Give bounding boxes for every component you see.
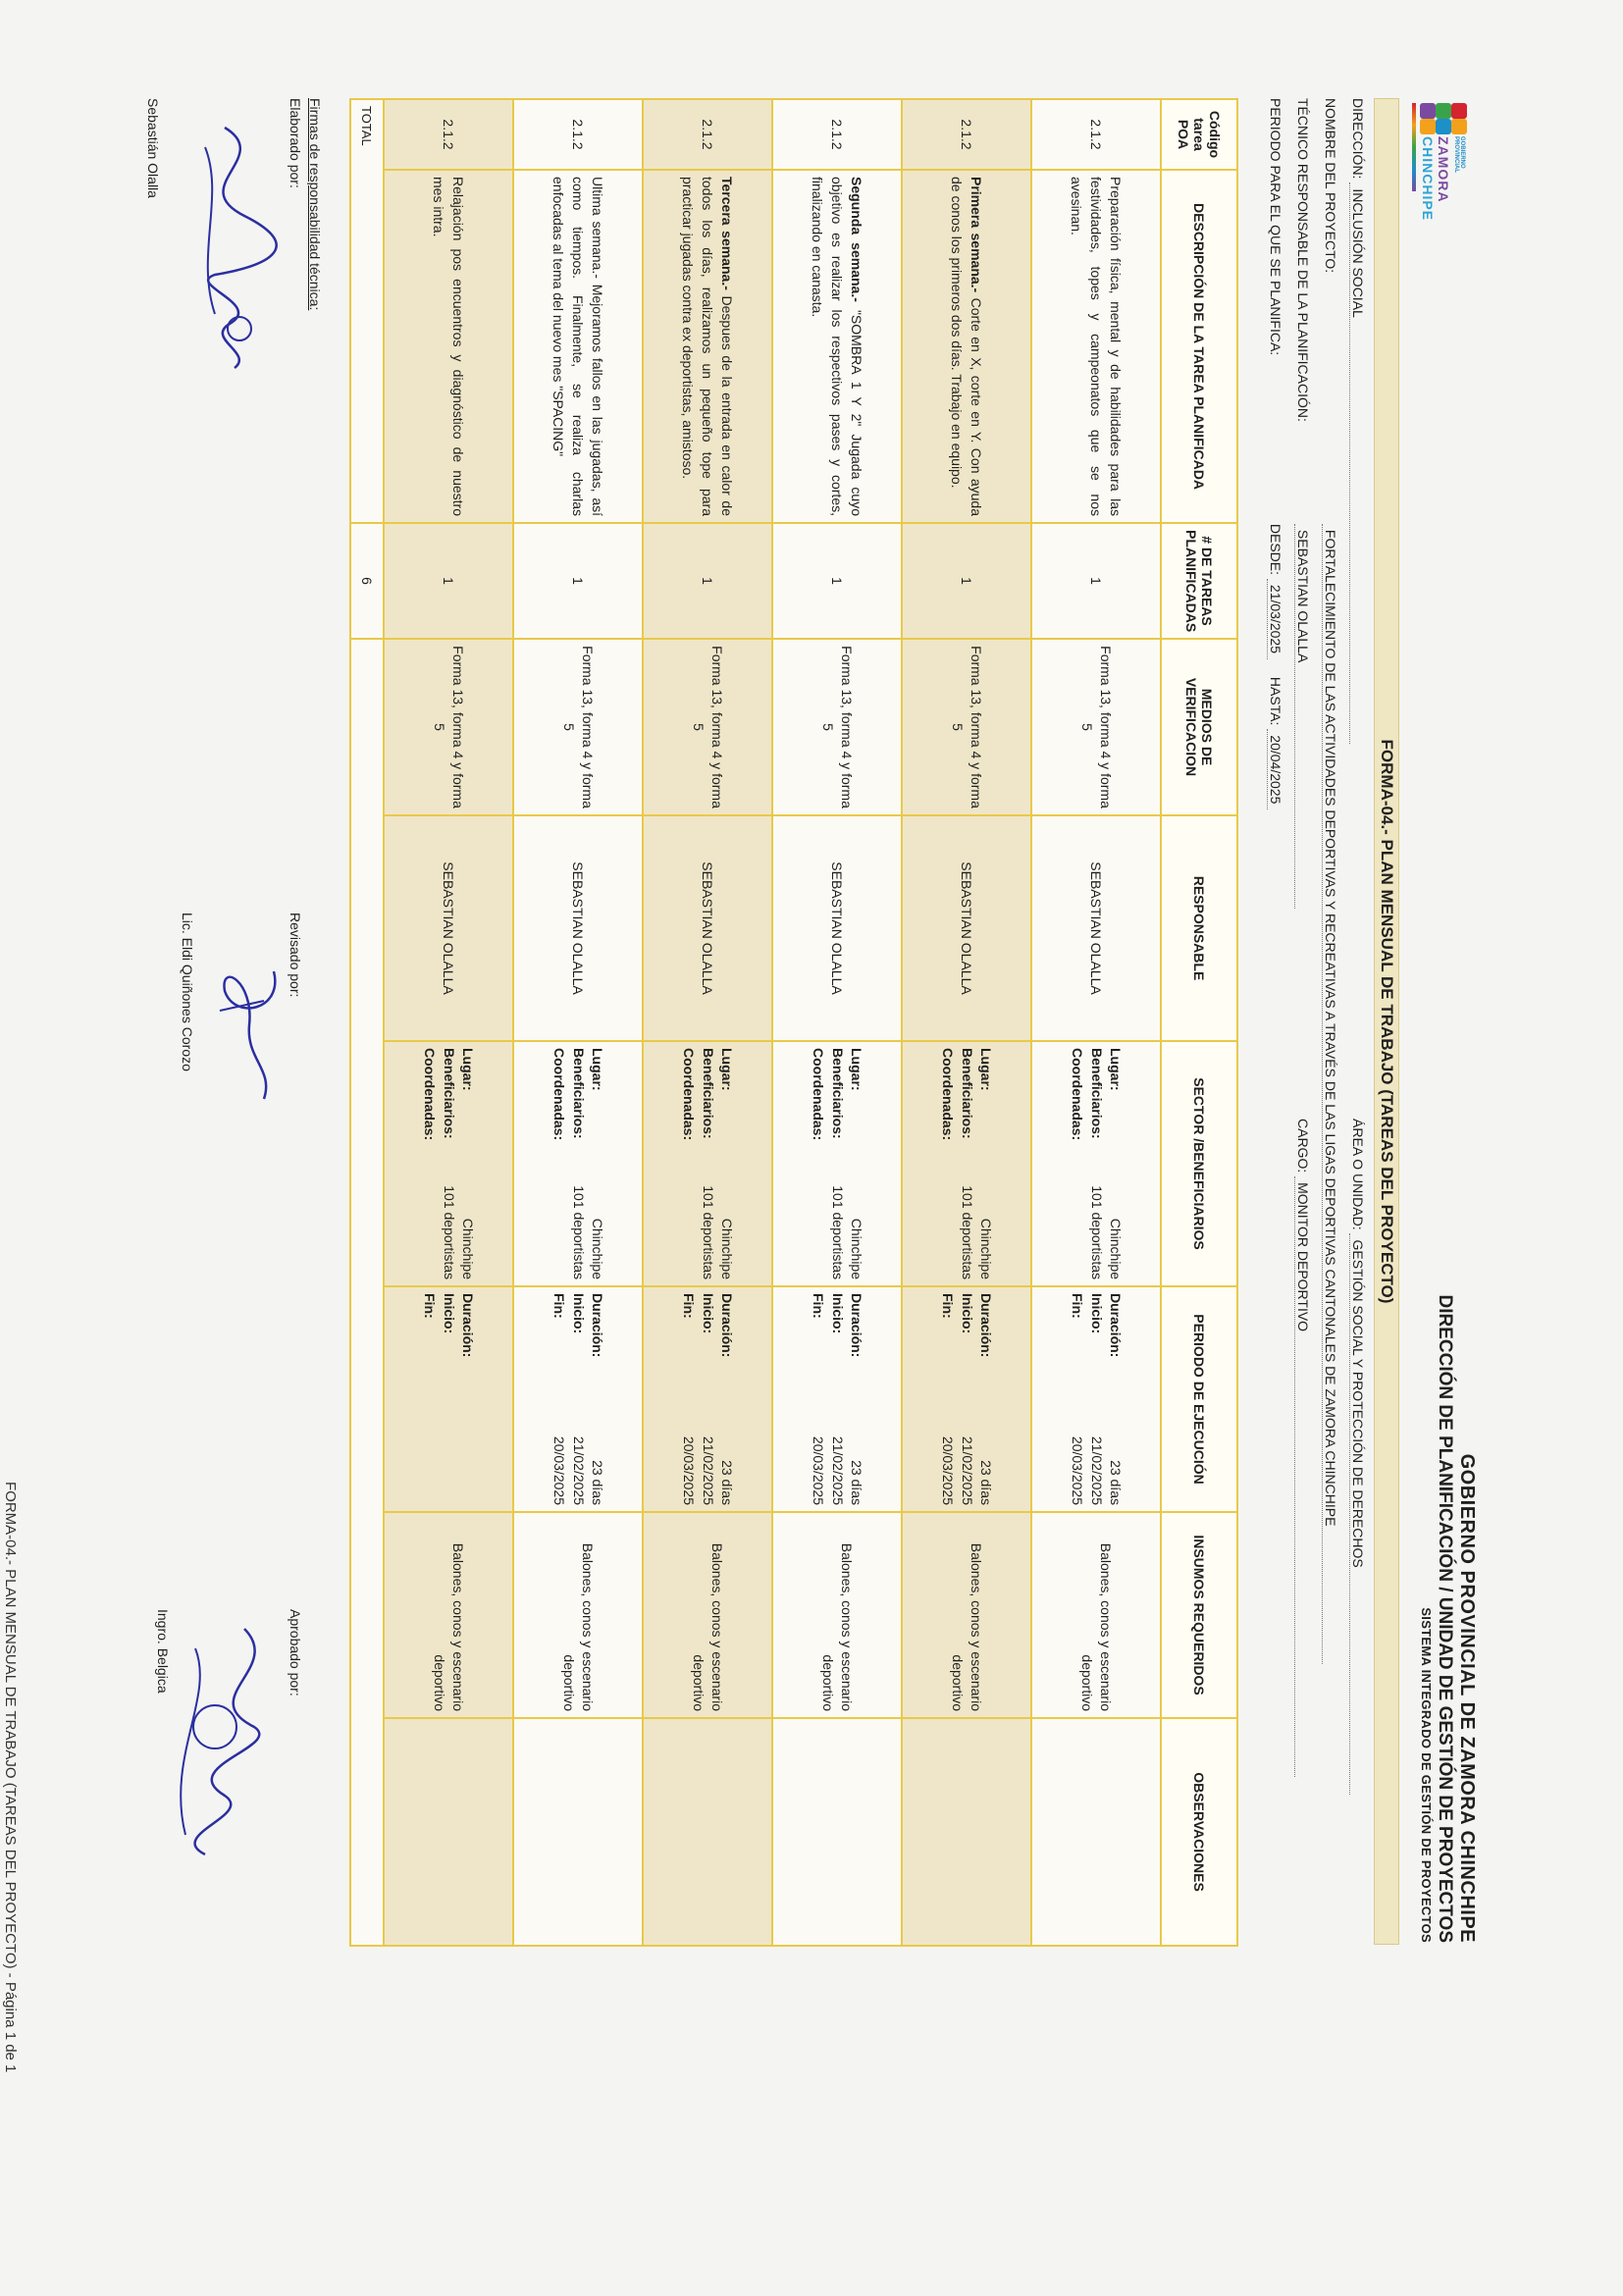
aprobado-name: Ingro. Belgica	[155, 1609, 171, 1694]
task-code: 2.1.2	[643, 99, 772, 170]
coordenadas-label: Coordenadas:	[811, 1048, 827, 1141]
fin-label: Fin:	[1070, 1293, 1086, 1319]
beneficiarios-label: Beneficiarios:	[441, 1048, 457, 1139]
task-description	[1031, 170, 1161, 523]
task-code: 2.1.2	[1031, 99, 1161, 170]
duracion-label: Duración:	[978, 1293, 995, 1358]
duracion-value: 23 días	[719, 1460, 736, 1505]
task-insumos: Balones, conos y escenario deportivo	[1031, 1512, 1161, 1718]
duracion-label: Duración:	[719, 1293, 736, 1358]
cargo-field: CARGO: MONITOR DEPORTIVO	[1294, 1119, 1311, 1777]
task-responsable: SEBASTIAN OLALLA	[643, 815, 772, 1041]
proyecto-value: FORTALECIMIENTO DE LAS ACTIVIDADES DEPORTIVAS Y RECREATIVAS A TRAVÉS DE LAS LIGAS DEPORTIVAS CANTONALES DE ZAMORA CHINCHIPE	[1322, 524, 1338, 1664]
task-description-text: Corte en X, corte en Y. Con ayuda de conos los primeros dos días. Trabajo en equipo.	[949, 177, 985, 517]
beneficiarios-label: Beneficiarios:	[1088, 1048, 1105, 1139]
cargo-value: MONITOR DEPORTIVO	[1294, 1176, 1311, 1777]
gpzch-logo	[1410, 103, 1471, 222]
lugar-label: Lugar:	[590, 1048, 606, 1091]
duracion-value: 23 días	[978, 1460, 995, 1505]
inicio-label: Inicio:	[1088, 1293, 1105, 1334]
task-responsable: SEBASTIAN OLALLA	[513, 815, 643, 1041]
inicio-value: 21/02/2025	[1088, 1435, 1105, 1505]
task-insumos: Balones, conos y escenario deportivo	[384, 1512, 513, 1718]
logo-text-2: ZAMORA	[1436, 136, 1451, 203]
task-periodo	[772, 1286, 902, 1512]
inicio-value: 21/02/2025	[829, 1435, 846, 1505]
task-count: 1	[902, 523, 1031, 639]
task-observaciones	[384, 1718, 513, 1946]
task-insumos: Balones, conos y escenario deportivo	[513, 1512, 643, 1718]
task-description-lead: Primera semana.-	[969, 177, 985, 293]
inicio-label: Inicio:	[441, 1293, 457, 1334]
tecnico-field: TÉCNICO RESPONSABLE DE LA PLANIFICACIÓN: SEBASTIAN OLALLA	[1294, 98, 1311, 909]
task-observaciones	[1031, 1718, 1161, 1946]
task-description-lead: Segunda semana.-	[849, 177, 865, 302]
task-periodo	[1031, 1286, 1161, 1512]
beneficiarios-value: 101 deportistas	[700, 1185, 716, 1279]
inicio-label: Inicio:	[829, 1293, 846, 1334]
lugar-label: Lugar:	[849, 1048, 865, 1091]
inicio-label: Inicio:	[959, 1293, 975, 1334]
task-sector	[513, 1041, 643, 1286]
task-sector	[1031, 1041, 1161, 1286]
gov-name: GOBIERNO PROVINCIAL DE ZAMORA CHINCHIPE	[1456, 1453, 1478, 1943]
task-description-lead: Tercera semana.-	[719, 177, 736, 290]
task-responsable: SEBASTIAN OLALLA	[1031, 815, 1161, 1041]
fin-value: 20/03/2025	[940, 1435, 957, 1505]
task-responsable: SEBASTIAN OLALLA	[772, 815, 902, 1041]
task-periodo	[643, 1286, 772, 1512]
task-description-text: Relajación pos encuentros y diagnóstico de nuestro mes intra.	[431, 177, 467, 516]
total-label: TOTAL	[350, 99, 384, 523]
beneficiarios-value: 101 deportistas	[829, 1185, 846, 1279]
logo-text-1: GOBIERNO PROVINCIAL	[1453, 136, 1465, 174]
task-responsable: SEBASTIAN OLALLA	[384, 815, 513, 1041]
task-sector	[384, 1041, 513, 1286]
lugar-label: Lugar:	[460, 1048, 477, 1091]
header-code: Código tarea POA	[1161, 99, 1237, 170]
forma-title: FORMA-04.- PLAN MENSUAL DE TRABAJO (TAREAS DEL PROYECTO)	[1374, 98, 1399, 1945]
beneficiarios-value: 101 deportistas	[1088, 1185, 1105, 1279]
table-row	[902, 99, 1031, 1946]
header-resp: RESPONSABLE	[1161, 815, 1237, 1041]
beneficiarios-label: Beneficiarios:	[959, 1048, 975, 1139]
gov-direction: DIRECCIÓN DE PLANIFICACIÓN / UNIDAD DE GESTIÓN DE PROYECTOS	[1435, 1294, 1455, 1943]
inicio-value: 21/02/2025	[700, 1435, 716, 1505]
task-sector	[772, 1041, 902, 1286]
lugar-value: Chinchipe	[1108, 1218, 1125, 1279]
task-description	[513, 170, 643, 523]
task-observaciones	[772, 1718, 902, 1946]
duracion-label: Duración:	[849, 1293, 865, 1358]
proyecto-field: NOMBRE DEL PROYECTO: FORTALECIMIENTO DE LAS ACTIVIDADES DEPORTIVAS Y RECREATIVAS A TRAVÉS DE LAS LIGAS DEPORTIVAS CANTONALES DE ZAMORA CHINCHIPE	[1322, 98, 1338, 1664]
task-periodo	[902, 1286, 1031, 1512]
direccion-field: DIRECCIÓN: INCLUSIÓN SOCIAL	[1349, 98, 1366, 744]
total-row	[350, 99, 384, 1946]
duracion-value: 23 días	[590, 1460, 606, 1505]
page-footer: FORMA-04.- PLAN MENSUAL DE TRABAJO (TAREAS DEL PROYECTO) - Página 1 de 1	[2, 1482, 19, 2073]
lugar-value: Chinchipe	[460, 1218, 477, 1279]
task-medios: Forma 13, forma 4 y forma 5	[1031, 639, 1161, 815]
task-count: 1	[772, 523, 902, 639]
header-periodo: PERIODO DE EJECUCIÓN	[1161, 1286, 1237, 1512]
task-code: 2.1.2	[384, 99, 513, 170]
fin-label: Fin:	[551, 1293, 568, 1319]
header-medios: MEDIOS DE VERIFICACION	[1161, 639, 1237, 815]
aprobado-label: Aprobado por:	[288, 1609, 303, 1696]
task-observaciones	[643, 1718, 772, 1946]
duracion-value: 23 días	[849, 1460, 865, 1505]
fin-value: 20/03/2025	[681, 1435, 698, 1505]
task-description	[772, 170, 902, 523]
inicio-value: 21/02/2025	[959, 1435, 975, 1505]
duracion-label: Duración:	[590, 1293, 606, 1358]
header-insumos: INSUMOS REQUERIDOS	[1161, 1512, 1237, 1718]
duracion-value: 23 días	[1108, 1460, 1125, 1505]
government-header	[1419, 1295, 1478, 1943]
revisado-name: Lic. Eldi Quiñones Corozo	[180, 913, 195, 1071]
task-medios: Forma 13, forma 4 y forma 5	[772, 639, 902, 815]
task-code: 2.1.2	[513, 99, 643, 170]
lugar-value: Chinchipe	[719, 1218, 736, 1279]
periodo-field: PERIODO PARA EL QUE SE PLANIFICA: DESDE: 21/03/2025 HASTA: 20/04/2025	[1268, 98, 1283, 809]
table-row	[513, 99, 643, 1946]
lugar-value: Chinchipe	[978, 1218, 995, 1279]
header-desc: DESCRIPCIÓN DE LA TAREA PLANIFICADA	[1161, 170, 1237, 523]
task-insumos: Balones, conos y escenario deportivo	[772, 1512, 902, 1718]
gov-system: SISTEMA INTEGRADO DE GESTIÓN DE PROYECTOS	[1419, 1607, 1434, 1943]
fin-value: 20/03/2025	[811, 1435, 827, 1505]
task-medios: Forma 13, forma 4 y forma 5	[384, 639, 513, 815]
fin-label: Fin:	[940, 1293, 957, 1319]
elaborado-label: Elaborado por:	[288, 98, 303, 188]
task-description-text: Ultima semana.- Mejoramos fallos en las jugadas, así como tiempos. Finalmente, se realiza charlas enfocadas al tema del nuevo mes "SPACING"	[550, 177, 606, 516]
task-code: 2.1.2	[772, 99, 902, 170]
fin-label: Fin:	[422, 1293, 439, 1319]
coordenadas-label: Coordenadas:	[1070, 1048, 1086, 1141]
table-row	[384, 99, 513, 1946]
elaborado-name: Sebastián Olalla	[145, 98, 161, 198]
revisado-signature	[205, 932, 293, 1109]
task-observaciones	[902, 1718, 1031, 1946]
fin-label: Fin:	[681, 1293, 698, 1319]
task-insumos: Balones, conos y escenario deportivo	[643, 1512, 772, 1718]
inicio-value: 21/02/2025	[570, 1435, 587, 1505]
beneficiarios-value: 101 deportistas	[441, 1185, 457, 1279]
inicio-label: Inicio:	[700, 1293, 716, 1334]
beneficiarios-label: Beneficiarios:	[829, 1048, 846, 1139]
lugar-label: Lugar:	[719, 1048, 736, 1091]
task-responsable: SEBASTIAN OLALLA	[902, 815, 1031, 1041]
tasks-table	[349, 98, 1238, 1947]
task-insumos: Balones, conos y escenario deportivo	[902, 1512, 1031, 1718]
fin-value: 20/03/2025	[1070, 1435, 1086, 1505]
area-value: GESTIÓN SOCIAL Y PROTECCIÓN DE DERECHOS	[1349, 1233, 1366, 1795]
coordenadas-label: Coordenadas:	[422, 1048, 439, 1141]
lugar-value: Chinchipe	[590, 1218, 606, 1279]
tecnico-value: SEBASTIAN OLALLA	[1294, 524, 1311, 909]
duracion-label: Duración:	[1108, 1293, 1125, 1358]
task-description	[902, 170, 1031, 523]
lugar-value: Chinchipe	[849, 1218, 865, 1279]
area-field: ÁREA O UNIDAD: GESTIÓN SOCIAL Y PROTECCIÓN DE DERECHOS	[1349, 1119, 1366, 1795]
revisado-label: Revisado por:	[288, 913, 303, 998]
coordenadas-label: Coordenadas:	[551, 1048, 568, 1141]
task-description	[643, 170, 772, 523]
beneficiarios-value: 101 deportistas	[959, 1185, 975, 1279]
coordenadas-label: Coordenadas:	[940, 1048, 957, 1141]
fin-value: 20/03/2025	[551, 1435, 568, 1505]
total-value: 6	[350, 523, 384, 639]
logo-text-3: CHINCHIPE	[1420, 136, 1436, 222]
header-obs: OBSERVACIONES	[1161, 1718, 1237, 1946]
task-count: 1	[513, 523, 643, 639]
header-num: # DE TAREAS PLANIFICADAS	[1161, 523, 1237, 639]
header-sector: SECTOR /BENEFICIARIOS	[1161, 1041, 1237, 1286]
task-count: 1	[643, 523, 772, 639]
task-description-text: Despues de la entrada en calor de todos los días, realizamos un pequeño tope para practicar jugadas contra ex deportistas, amistoso.	[679, 177, 736, 517]
direccion-value: INCLUSIÓN SOCIAL	[1349, 183, 1366, 744]
duracion-label: Duración:	[460, 1293, 477, 1358]
hasta-value: 20/04/2025	[1267, 729, 1283, 809]
firmas-label: Firmas de responsabilidad técnica:	[307, 98, 323, 311]
task-observaciones	[513, 1718, 643, 1946]
desde-value: 21/03/2025	[1267, 579, 1283, 659]
elaborado-signature	[176, 118, 284, 373]
beneficiarios-label: Beneficiarios:	[570, 1048, 587, 1139]
task-count: 1	[1031, 523, 1161, 639]
beneficiarios-value: 101 deportistas	[570, 1185, 587, 1279]
task-sector	[643, 1041, 772, 1286]
task-medios: Forma 13, forma 4 y forma 5	[513, 639, 643, 815]
fin-label: Fin:	[811, 1293, 827, 1319]
task-sector	[902, 1041, 1031, 1286]
task-periodo	[513, 1286, 643, 1512]
task-description-text: "SOMBRA 1 Y 2" Jugada cuyo objetivo es realizar los respectivos pases y cortes, finalizando en canasta.	[809, 177, 865, 516]
table-row	[772, 99, 902, 1946]
table-header-row	[1161, 99, 1237, 1946]
lugar-label: Lugar:	[978, 1048, 995, 1091]
beneficiarios-label: Beneficiarios:	[700, 1048, 716, 1139]
task-medios: Forma 13, forma 4 y forma 5	[902, 639, 1031, 815]
table-row	[643, 99, 772, 1946]
coordenadas-label: Coordenadas:	[681, 1048, 698, 1141]
task-medios: Forma 13, forma 4 y forma 5	[643, 639, 772, 815]
table-row	[1031, 99, 1161, 1946]
task-description	[384, 170, 513, 523]
inicio-label: Inicio:	[570, 1293, 587, 1334]
task-code: 2.1.2	[902, 99, 1031, 170]
task-count: 1	[384, 523, 513, 639]
lugar-label: Lugar:	[1108, 1048, 1125, 1091]
task-description-text: Preparación física, mental y de habilidades para las festividades, topes y campeonatos que se nos avesinan.	[1068, 177, 1125, 516]
task-periodo	[384, 1286, 513, 1512]
